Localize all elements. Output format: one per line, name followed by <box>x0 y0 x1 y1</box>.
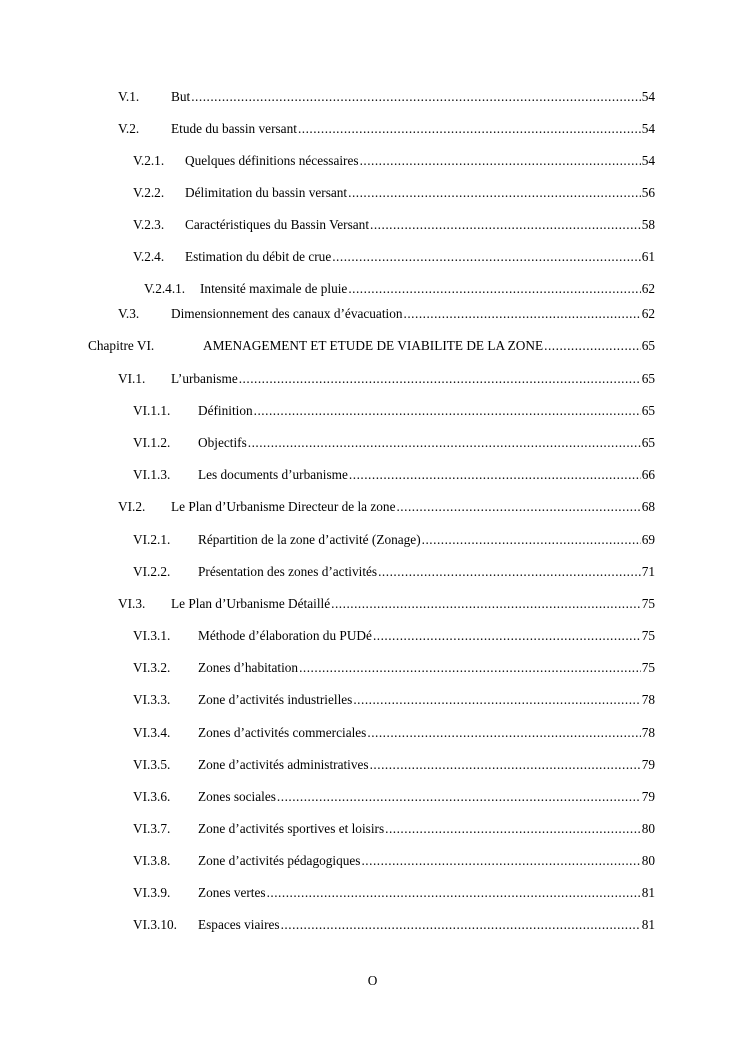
toc-entry-number: V.2.4. <box>133 249 165 264</box>
toc-entry-page: 65 <box>641 435 655 450</box>
dot-leader <box>239 370 641 388</box>
toc-entry-title[interactable]: Quelques définitions nécessaires <box>185 153 359 168</box>
toc-entry-number: VI.1.2. <box>133 435 171 450</box>
toc-entry-page: 79 <box>641 789 655 804</box>
toc-entry-line <box>185 184 655 202</box>
toc-entry-line <box>198 563 655 581</box>
toc-entry-number: VI.1.3. <box>133 467 171 482</box>
toc-entry-page: 78 <box>641 692 655 707</box>
toc-entry-number: V.2. <box>118 121 140 136</box>
toc-entry-page: 66 <box>641 467 655 482</box>
toc-entry[interactable] <box>0 498 655 516</box>
toc-entry-title[interactable]: Répartition de la zone d’activité (Zonage) <box>198 532 421 547</box>
toc-entry-title[interactable]: Caractéristiques du Bassin Versant <box>185 217 370 232</box>
toc-entry-page: 75 <box>641 628 655 643</box>
toc-entry-line <box>171 370 655 388</box>
dot-leader <box>332 248 640 266</box>
dot-leader <box>277 788 641 806</box>
toc-entry[interactable] <box>0 788 655 806</box>
dot-leader <box>360 152 641 170</box>
toc-entry-number: VI.3.7. <box>133 821 171 836</box>
toc-entry-page: 78 <box>641 725 655 740</box>
toc-entry-title[interactable]: Estimation du débit de crue <box>185 249 332 264</box>
toc-entry-line <box>198 466 655 484</box>
toc-entry-number: VI.3.10. <box>133 917 177 932</box>
toc-entry[interactable] <box>0 466 655 484</box>
toc-entry[interactable] <box>0 916 655 934</box>
dot-leader <box>378 563 641 581</box>
toc-entry-line <box>200 280 655 298</box>
toc-entry[interactable] <box>0 88 655 106</box>
toc-entry-line <box>171 595 655 613</box>
toc-entry-page: 80 <box>641 821 655 836</box>
toc-entry-page: 71 <box>641 564 655 579</box>
dot-leader <box>396 498 640 516</box>
toc-entry-title[interactable]: Zone d’activités pédagogiques <box>198 853 361 868</box>
toc-entry-title[interactable]: AMENAGEMENT ET ETUDE DE VIABILITE DE LA ZONE <box>203 338 544 353</box>
toc-entry-line <box>198 852 655 870</box>
toc-entry-page: 79 <box>641 757 655 772</box>
toc-entry-title[interactable]: Le Plan d’Urbanisme Détaillé <box>171 596 331 611</box>
dot-leader <box>353 691 640 709</box>
toc-entry-number: VI.3.2. <box>133 660 171 675</box>
dot-leader <box>349 466 641 484</box>
toc-entry-page: 69 <box>641 532 655 547</box>
toc-entry-number: VI.2.1. <box>133 532 171 547</box>
toc-entry-line <box>198 627 655 645</box>
toc-entry-number: VI.3.3. <box>133 692 171 707</box>
toc-entry-title[interactable]: Etude du bassin versant <box>171 121 297 136</box>
toc-entry-page: 65 <box>641 338 655 353</box>
dot-leader <box>422 531 641 549</box>
toc-entry-number: VI.1. <box>118 371 146 386</box>
toc-entry-title[interactable]: Méthode d’élaboration du PUDé <box>198 628 372 643</box>
toc-entry-line <box>185 152 655 170</box>
toc-entry-title[interactable]: Le Plan d’Urbanisme Directeur de la zone <box>171 499 396 514</box>
toc-entry-number: VI.3.8. <box>133 853 171 868</box>
toc-entry-number: V.2.4.1. <box>144 281 186 296</box>
toc-entry-page: 62 <box>641 281 655 296</box>
toc-entry-title[interactable]: Espaces viaires <box>198 917 280 932</box>
toc-entry[interactable] <box>0 402 655 420</box>
toc-entry-title[interactable]: Zones sociales <box>198 789 276 804</box>
dot-leader <box>267 884 641 902</box>
toc-entry[interactable] <box>0 120 655 138</box>
toc-entry-line <box>198 788 655 806</box>
toc-entry-line <box>171 88 655 106</box>
dot-leader <box>248 434 641 452</box>
toc-entry[interactable] <box>0 724 655 742</box>
toc-entry-title[interactable]: Zones d’habitation <box>198 660 299 675</box>
toc-entry-page: 80 <box>641 853 655 868</box>
toc-entry-title[interactable]: Zones vertes <box>198 885 266 900</box>
toc-entry-title[interactable]: Zones d’activités commerciales <box>198 725 367 740</box>
toc-entry[interactable] <box>0 659 655 677</box>
toc-entry[interactable] <box>0 756 655 774</box>
toc-entry-line <box>185 216 655 234</box>
toc-entry-line <box>171 305 655 323</box>
toc-entry-page: 54 <box>641 153 655 168</box>
dot-leader <box>299 659 641 677</box>
toc-entry-title[interactable]: Zone d’activités industrielles <box>198 692 353 707</box>
dot-leader <box>191 88 640 106</box>
toc-entry-title[interactable]: Objectifs <box>198 435 247 450</box>
toc-entry-page: 62 <box>641 306 655 321</box>
toc-entry[interactable] <box>0 820 655 838</box>
dot-leader <box>373 627 641 645</box>
toc-entry-page: 65 <box>641 403 655 418</box>
toc-entry-title[interactable]: Les documents d’urbanisme <box>198 467 348 482</box>
dot-leader <box>544 337 641 355</box>
toc-entry[interactable] <box>0 248 655 266</box>
toc-entry-number: VI.3.4. <box>133 725 171 740</box>
dot-leader <box>298 120 641 138</box>
dot-leader <box>370 756 641 774</box>
toc-entry[interactable] <box>0 305 655 323</box>
toc-entry-page: 58 <box>641 217 655 232</box>
toc-entry[interactable] <box>0 563 655 581</box>
toc-entry-page: 75 <box>641 596 655 611</box>
toc-entry-number: VI.3.9. <box>133 885 171 900</box>
toc-entry[interactable] <box>0 691 655 709</box>
toc-entry-line <box>198 724 655 742</box>
toc-entry-line <box>198 531 655 549</box>
toc-entry-number: VI.3.1. <box>133 628 171 643</box>
toc-entry[interactable] <box>0 434 655 452</box>
page-number-footer: O <box>367 973 378 988</box>
toc-entry-line <box>198 434 655 452</box>
toc-entry[interactable] <box>0 884 655 902</box>
dot-leader <box>404 305 641 323</box>
toc-entry-title[interactable]: Zone d’activités administratives <box>198 757 369 772</box>
toc-entry[interactable] <box>0 280 655 298</box>
dot-leader <box>331 595 641 613</box>
toc-entry-line <box>198 659 655 677</box>
toc-entry[interactable] <box>0 337 655 355</box>
dot-leader <box>367 724 640 742</box>
toc-entry-page: 56 <box>641 185 655 200</box>
toc-entry-line <box>198 820 655 838</box>
toc-entry-page: 54 <box>641 89 655 104</box>
toc-entry-title[interactable]: Intensité maximale de pluie <box>200 281 348 296</box>
toc-entry-page: 54 <box>641 121 655 136</box>
dot-leader <box>281 916 641 934</box>
toc-entry-title[interactable]: L’urbanisme <box>171 371 238 386</box>
toc-entry-title[interactable]: But <box>171 89 191 104</box>
dot-leader <box>254 402 641 420</box>
toc-entry-number: VI.3.5. <box>133 757 171 772</box>
toc-entry[interactable] <box>0 627 655 645</box>
toc-entry-line <box>171 120 655 138</box>
toc-entry-line <box>198 691 655 709</box>
toc-entry-page: 68 <box>641 499 655 514</box>
toc-entry-number: VI.3. <box>118 596 146 611</box>
dot-leader <box>370 216 641 234</box>
toc-entry-number: Chapitre VI. <box>88 338 155 353</box>
toc-entry-title[interactable]: Délimitation du bassin versant <box>185 185 348 200</box>
toc-entry-number: VI.2. <box>118 499 146 514</box>
toc-entry-line <box>198 756 655 774</box>
toc-entry-number: VI.3.6. <box>133 789 171 804</box>
toc-entry-number: VI.2.2. <box>133 564 171 579</box>
toc-entry-number: V.2.2. <box>133 185 165 200</box>
toc-entry-line <box>198 402 655 420</box>
toc-entry-line <box>198 884 655 902</box>
toc-entry-line <box>185 248 655 266</box>
toc-entry-line <box>171 498 655 516</box>
dot-leader <box>385 820 641 838</box>
dot-leader <box>348 184 641 202</box>
toc-entry-title[interactable]: Zone d’activités sportives et loisirs <box>198 821 385 836</box>
toc-entry-title[interactable]: Dimensionnement des canaux d’évacuation <box>171 306 403 321</box>
toc-entry-line <box>203 337 655 355</box>
toc-entry-page: 65 <box>641 371 655 386</box>
toc-entry-page: 75 <box>641 660 655 675</box>
toc-entry-page: 61 <box>641 249 655 264</box>
toc-entry[interactable] <box>0 152 655 170</box>
toc-entry-title[interactable]: Présentation des zones d’activités <box>198 564 378 579</box>
toc-entry-number: V.2.3. <box>133 217 165 232</box>
dot-leader <box>361 852 640 870</box>
dot-leader <box>348 280 640 298</box>
toc-entry-number: V.3. <box>118 306 140 321</box>
toc-entry-page: 81 <box>641 885 655 900</box>
toc-entry-number: VI.1.1. <box>133 403 171 418</box>
toc-entry[interactable] <box>0 184 655 202</box>
toc-entry-number: V.1. <box>118 89 140 104</box>
toc-entry[interactable] <box>0 216 655 234</box>
toc-entry[interactable] <box>0 370 655 388</box>
toc-entry[interactable] <box>0 595 655 613</box>
toc-entry[interactable] <box>0 852 655 870</box>
toc-entry[interactable] <box>0 531 655 549</box>
toc-entry-title[interactable]: Définition <box>198 403 253 418</box>
toc-entry-line <box>198 916 655 934</box>
toc-entry-number: V.2.1. <box>133 153 165 168</box>
toc-entry-page: 81 <box>641 917 655 932</box>
